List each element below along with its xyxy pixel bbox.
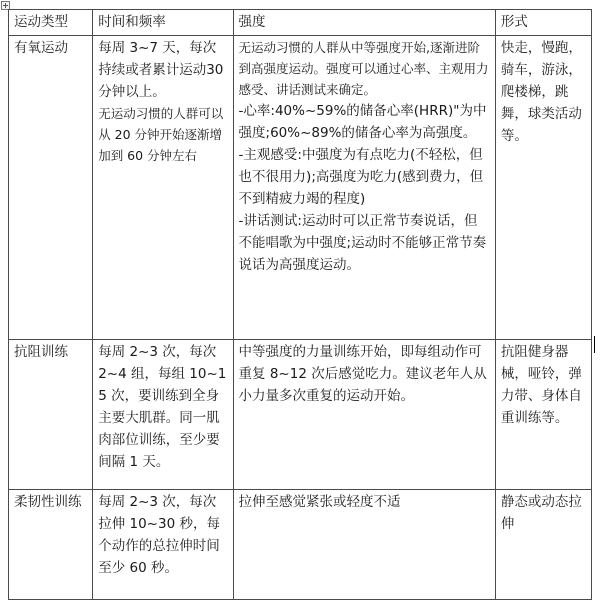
time-paragraph: 每周 3~7 天，每次持续或者累计运动30 分钟以上。 xyxy=(98,40,224,100)
table-header-row xyxy=(9,10,592,36)
table-row xyxy=(9,36,592,340)
intensity-cell-aerobic[interactable] xyxy=(233,36,495,340)
type-cell-resistance[interactable]: 抗阻训练 xyxy=(9,340,93,490)
header-cell-intensity[interactable]: 强度 xyxy=(233,10,495,36)
time-cell-flexibility[interactable] xyxy=(93,490,233,600)
intensity-paragraph: 无运动习惯的人群从中等强度开始,逐渐进阶到高强度运动。强度可以通过心率、主观用力感受、讲话测试来确定。 xyxy=(238,40,489,97)
time-cell-aerobic[interactable] xyxy=(93,36,233,340)
intensity-cell-flexibility[interactable] xyxy=(233,490,495,600)
intensity-paragraph: 拉伸至感觉紧张或轻度不适 xyxy=(238,494,401,510)
form-cell-resistance[interactable]: 抗阻健身器械，哑铃，弹力带、身体自重训练等。 xyxy=(495,340,591,490)
table-row xyxy=(9,490,592,600)
intensity-paragraph: -心率:40%~59%的储备心率(HRR)"为中强度;60%~89%的储备心率为高强度。 xyxy=(238,103,487,141)
time-paragraph: 每周 2~3 次，每次拉伸 10~30 秒，每个动作的总拉伸时间至少 60 秒。 xyxy=(98,494,220,576)
type-cell-flexibility[interactable]: 柔韧性训练 xyxy=(9,490,93,600)
intensity-paragraph: -主观感受:中强度为有点吃力(不轻松，但也不很用力);高强度为吃力(感到费力，但不到精疲力竭的程度) xyxy=(238,147,484,207)
intensity-paragraph: -讲话测试:运动时可以正常节奏说话，但不能唱歌为中强度;运动时不能够正常节奏说话为高强度运动。 xyxy=(238,213,487,273)
time-paragraph: 每周 2~3 次，每次 2~4 组，每组 10~15 次，要训练到全身主要大肌群。同一肌肉部位训练，至少要间隔 1 天。 xyxy=(98,344,227,470)
intensity-paragraph: 中等强度的力量训练开始，即每组动作可重复 8~12 次后感觉吃力。建议老年人从小力量多次重复的运动开始。 xyxy=(238,344,487,404)
time-paragraph: 无运动习惯的人群可以从 20 分钟开始逐渐增加到 60 分钟左右 xyxy=(98,106,224,163)
table-row xyxy=(9,340,592,490)
exercise-table xyxy=(8,9,592,600)
header-cell-type[interactable]: 运动类型 xyxy=(9,10,93,36)
type-cell-aerobic[interactable]: 有氧运动 xyxy=(9,36,93,340)
form-cell-flexibility[interactable]: 静态或动态拉伸 xyxy=(495,490,591,600)
time-cell-resistance[interactable] xyxy=(93,340,233,490)
intensity-cell-resistance[interactable] xyxy=(233,340,495,490)
header-cell-form[interactable]: 形式 xyxy=(495,10,591,36)
form-cell-aerobic[interactable]: 快走，慢跑，骑车，游泳，爬楼梯，跳舞，球类活动等。 xyxy=(495,36,591,340)
header-cell-time[interactable]: 时间和频率 xyxy=(93,10,233,36)
text-cursor xyxy=(594,336,595,353)
